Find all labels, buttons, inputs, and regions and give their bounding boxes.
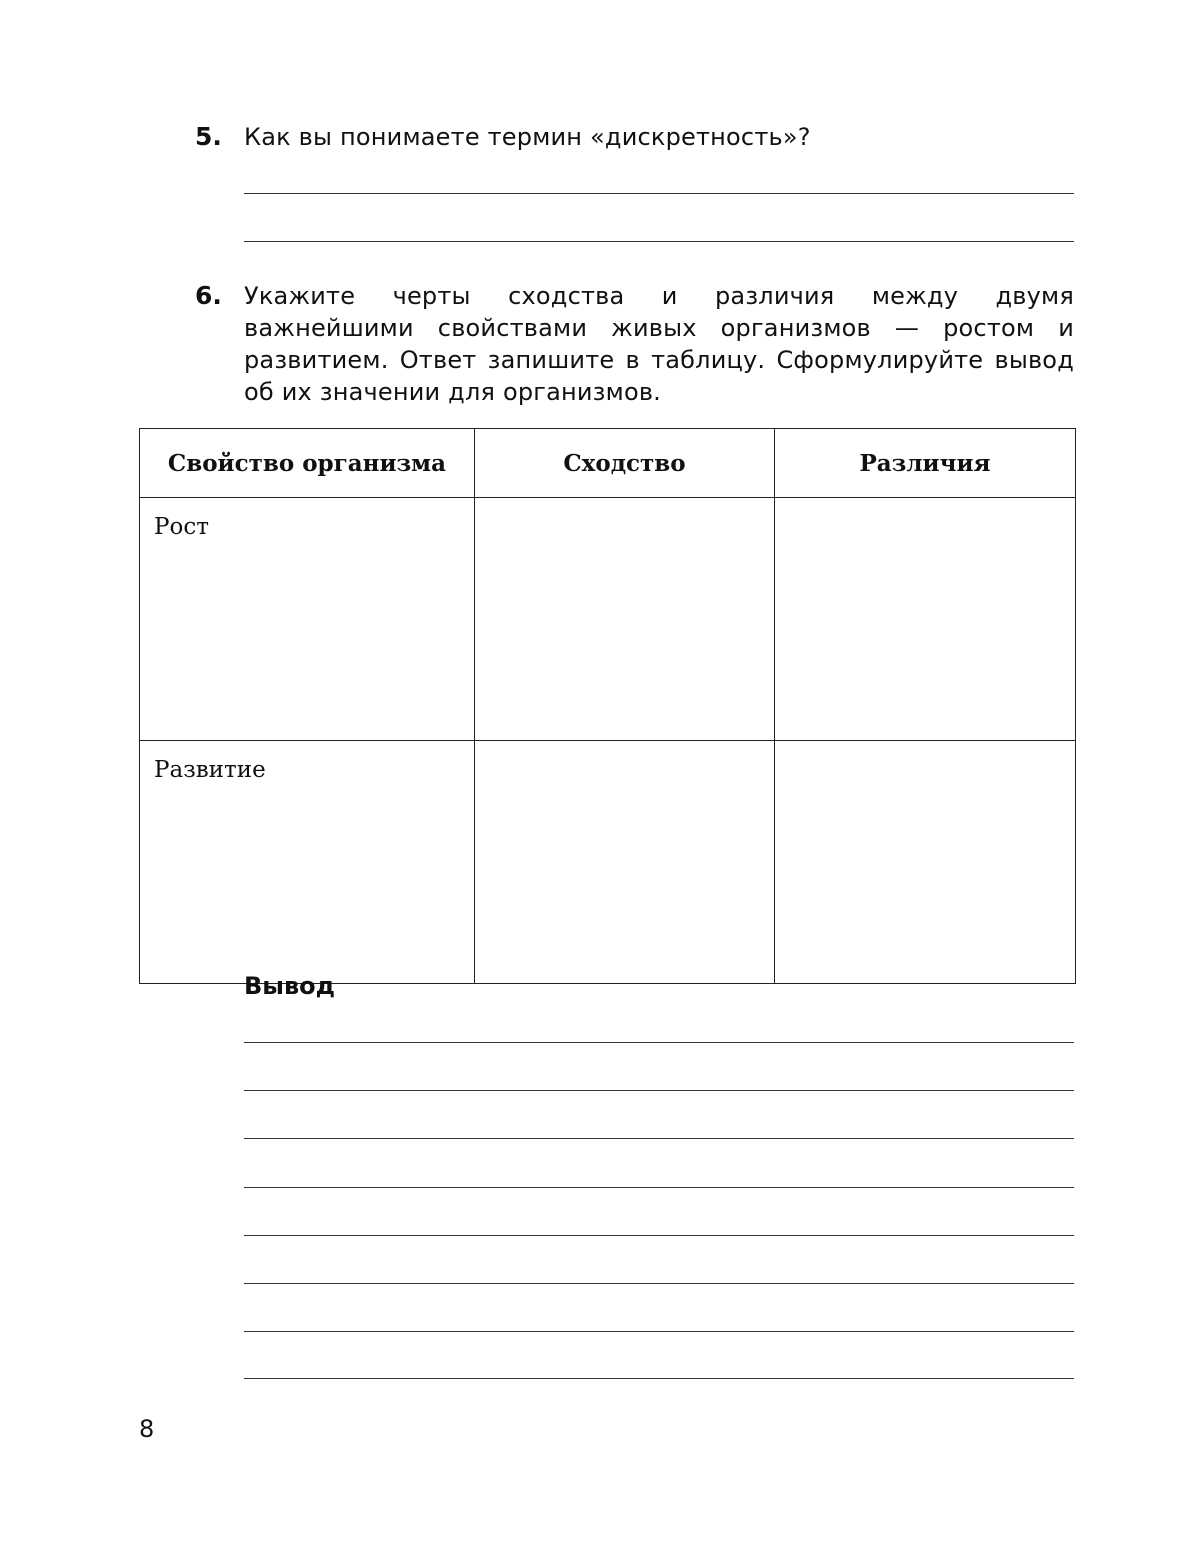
- table-header-row: [140, 429, 1076, 498]
- summary-line-7[interactable]: [244, 1331, 1074, 1332]
- question-5-text: Как вы понимаете термин «дискретность»?: [244, 123, 811, 151]
- header-difference: Различия: [775, 429, 1076, 498]
- summary-line-3[interactable]: [244, 1138, 1074, 1139]
- answer-line-q5-2[interactable]: [244, 241, 1074, 242]
- table-row: [140, 498, 1076, 741]
- summary-line-1[interactable]: [244, 1042, 1074, 1043]
- question-5-number: 5.: [195, 122, 222, 151]
- header-similarity: Сходство: [475, 429, 775, 498]
- cell-growth-similarity[interactable]: [475, 498, 775, 741]
- row-label-growth: Рост: [140, 498, 475, 741]
- page-number: 8: [139, 1415, 155, 1443]
- question-6-number: 6.: [195, 281, 222, 310]
- row-label-development: Развитие: [140, 741, 475, 984]
- comparison-table: [139, 428, 1076, 984]
- summary-line-6[interactable]: [244, 1283, 1074, 1284]
- summary-line-4[interactable]: [244, 1187, 1074, 1188]
- header-property: Свойство организма: [140, 429, 475, 498]
- summary-line-2[interactable]: [244, 1090, 1074, 1091]
- cell-development-difference[interactable]: [775, 741, 1076, 984]
- summary-line-5[interactable]: [244, 1235, 1074, 1236]
- answer-line-q5-1[interactable]: [244, 193, 1074, 194]
- summary-line-8[interactable]: [244, 1378, 1074, 1379]
- question-6-text: Укажите черты сходства и различия между двумя важнейшими свойствами живых организмов — ростом и развитием. Ответ запишите в таблицу. Сформулируйте вывод об их значении для организмов.: [244, 282, 1074, 406]
- table-row: [140, 741, 1076, 984]
- summary-heading: Вывод: [244, 972, 336, 1000]
- cell-growth-difference[interactable]: [775, 498, 1076, 741]
- cell-development-similarity[interactable]: [475, 741, 775, 984]
